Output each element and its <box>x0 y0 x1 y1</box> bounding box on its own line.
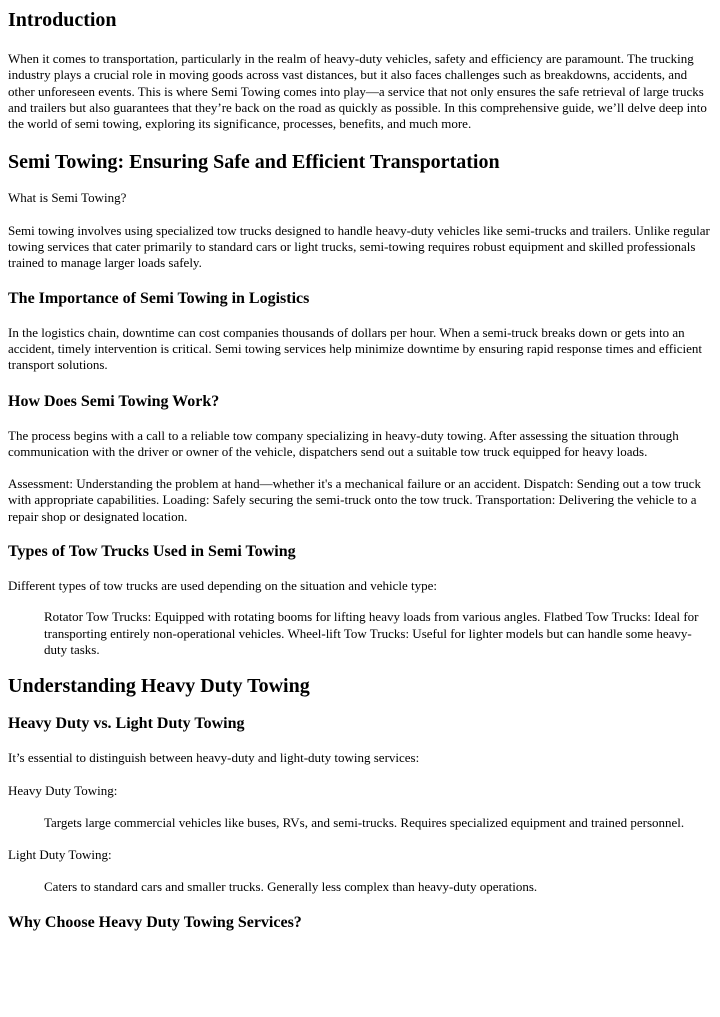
heavy-duty-description: Targets large commercial vehicles like buses, RVs, and semi-trucks. Requires specialized equipment and trained personnel. <box>44 814 685 830</box>
how-it-works-heading: How Does Semi Towing Work? <box>8 392 220 410</box>
what-is-semi-towing-text: What is Semi Towing? <box>8 190 127 206</box>
heavy-vs-light-heading: Heavy Duty vs. Light Duty Towing <box>8 715 245 733</box>
introduction-heading: Introduction <box>8 9 117 31</box>
heavy-duty-heading: Understanding Heavy Duty Towing <box>8 675 310 698</box>
types-heading: Types of Tow Trucks Used in Semi Towing <box>8 543 296 561</box>
tow-truck-types-list: Rotator Tow Trucks: Equipped with rotating booms for lifting heavy loads from various angles. Flatbed Tow Trucks: Ideal for transporting entirely non-operational vehicles. Wheel-lift Tow Trucks: Useful for lighter models but can handle some heavy-duty tasks. <box>44 609 699 657</box>
heavy-duty-label: Heavy Duty Towing: <box>8 782 118 798</box>
how-it-works-paragraph: The process begins with a call to a reliable tow company specializing in heavy-duty towing. After assessing the situation through communication with the driver or owner of the vehicle, dispatchers send out a suitable tow truck equipped for heavy loads. <box>8 427 679 459</box>
importance-paragraph: In the logistics chain, downtime can cost companies thousands of dollars per hour. When a semi-truck breaks down or gets into an accident, timely intervention is critical. Semi towing services help minimize downtime by ensuring rapid response times and efficient transport solutions. <box>8 324 702 373</box>
heavy-vs-light-intro: It’s essential to distinguish between heavy-duty and light-duty towing services: <box>8 750 420 766</box>
semi-towing-heading: Semi Towing: Ensuring Safe and Efficient Transportation <box>8 151 500 174</box>
light-duty-label: Light Duty Towing: <box>8 847 112 863</box>
types-intro: Different types of tow trucks are used depending on the situation and vehicle type: <box>8 578 437 594</box>
importance-heading: The Importance of Semi Towing in Logistics <box>8 289 310 307</box>
semi-towing-description: Semi towing involves using specialized tow trucks designed to handle heavy-duty vehicles like semi-trucks and trailers. Unlike regular towing services that cater primarily to standard cars or light trucks, semi-towing requires robust equipment and skilled professionals trained to manage larger loads safely. <box>8 222 710 271</box>
process-steps-paragraph: Assessment: Understanding the problem at hand—whether it's a mechanical failure or an accident. Dispatch: Sending out a tow truck with appropriate capabilities. Loading: Safely securing the semi-truck onto the tow truck. Transportation: Delivering the vehicle to a repair shop or designated location. <box>8 476 701 524</box>
why-choose-heading: Why Choose Heavy Duty Towing Services? <box>8 913 302 931</box>
light-duty-description: Caters to standard cars and smaller trucks. Generally less complex than heavy-duty operations. <box>44 879 538 895</box>
introduction-paragraph: When it comes to transportation, particularly in the realm of heavy-duty vehicles, safety and efficiency are paramount. The trucking industry plays a crucial role in moving goods across vast distances, but it also faces challenges such as breakdowns, accidents, and other unforeseen events. This is where Semi Towing comes into play—a service that not only ensures the safe retrieval of large trucks and trailers but also guarantees that they’re back on the road as quickly as possible. In this comprehensive guide, we’ll delve deep into the world of semi towing, exploring its significance, processes, benefits, and much more. <box>8 51 707 132</box>
